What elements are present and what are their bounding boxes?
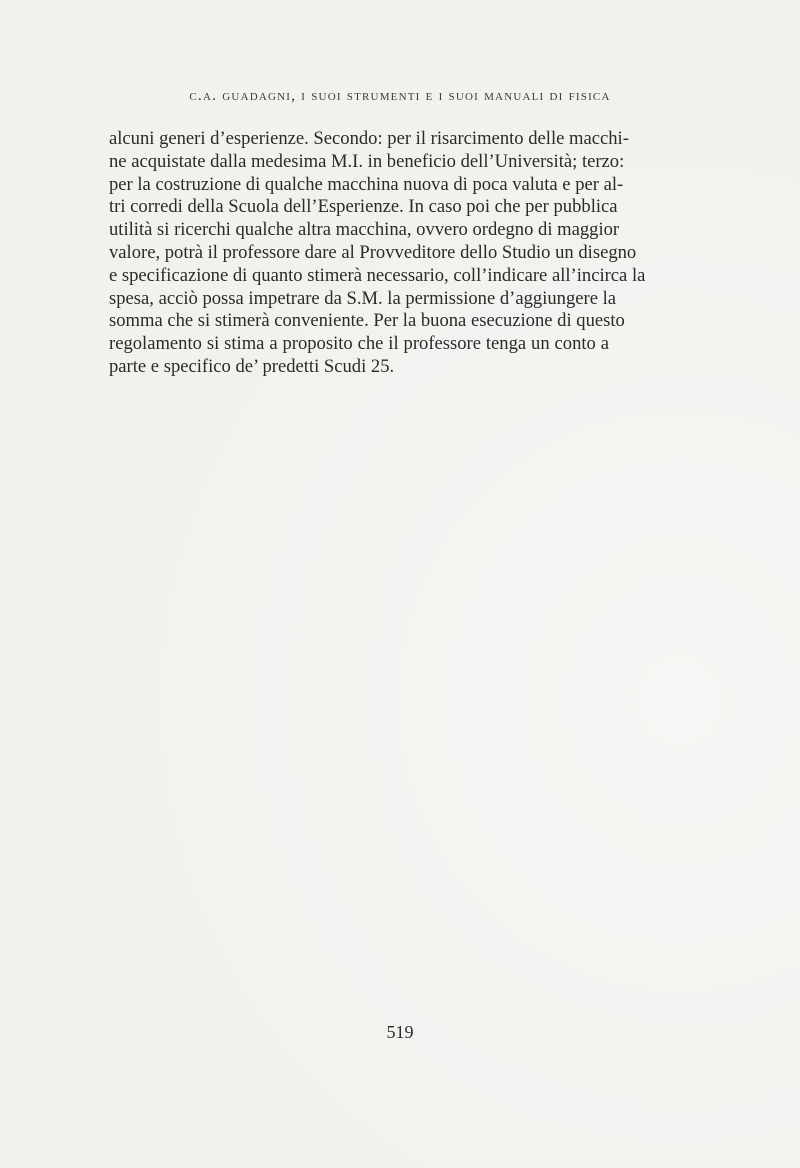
text-line: alcuni generi d’esperienze. Secondo: per il risarcimento delle macchi-	[109, 128, 629, 149]
text-line: regolamento si stima a proposito che il professore tenga un conto a	[109, 333, 609, 355]
text-line: parte e specifico de’ predetti Scudi 25.	[109, 355, 395, 377]
text-line: e specificazione di quanto stimerà necessario, coll’indicare all’incirca la	[109, 264, 646, 286]
body-paragraph	[109, 128, 646, 379]
running-head: c.a. guadagni, i suoi strumenti e i suoi manuali di fisica	[189, 87, 611, 104]
page-number: 519	[386, 1022, 414, 1042]
text-line: somma che si stimerà conveniente. Per la buona esecuzione di questo	[109, 310, 625, 332]
text-line: valore, potrà il professore dare al Provveditore dello Studio un disegno	[109, 241, 637, 263]
text-line: per la costruzione di qualche macchina nuova di poca valuta e per al-	[109, 173, 624, 195]
text-line: tri corredi della Scuola dell’Esperienze. In caso poi che per pubblica	[109, 196, 618, 218]
text-line: ne acquistate dalla medesima M.I. in beneficio dell’Università; terzo:	[109, 150, 625, 172]
text-line: spesa, acciò possa impetrare da S.M. la permissione d’aggiungere la	[109, 287, 617, 309]
text-line: utilità si ricerchi qualche altra macchina, ovvero ordegno di maggior	[109, 219, 620, 241]
